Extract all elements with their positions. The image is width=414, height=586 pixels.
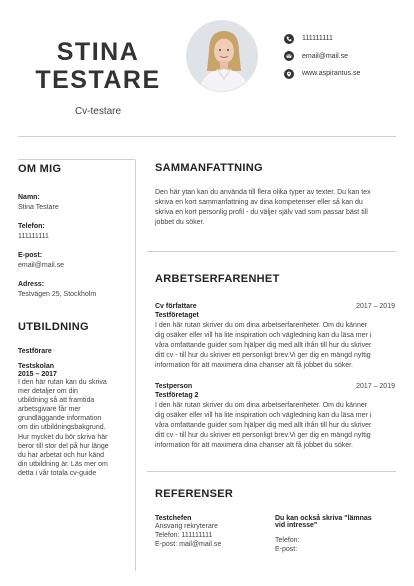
address-label: Adress: [18, 281, 45, 288]
edu-line: utbildning så att framtida [18, 397, 95, 405]
job-line: ditt cv - till hur du skriver ett personligt brev.Vi ger dig en mängd nyttig [155, 352, 371, 359]
ref-note-line: Du kan också skriva "lämnas [275, 515, 372, 522]
experience-divider [147, 471, 396, 472]
job-company: Testföretaget [155, 312, 199, 319]
name-value: Stina Testare [18, 204, 59, 211]
last-name: TESTARE [35, 66, 161, 94]
edu-line: detta i vår totala cv-guide [18, 469, 97, 477]
contact-phone-text: 111111111 [302, 35, 333, 42]
summary-line: skriva en kort personlig profil - du väljer själv vad som passar bäst till [155, 209, 368, 216]
references-grid [155, 515, 395, 554]
references-section [155, 488, 395, 554]
ref-note-phone: Telefon: [275, 537, 300, 544]
left-top-divider [18, 159, 134, 160]
job-company: Testföretag 2 [155, 392, 199, 399]
phone-label: Telefon: [18, 223, 45, 230]
job-line: information för att maximera dina chanser att få jobbet du söker. [155, 362, 354, 369]
experience-section [155, 273, 395, 451]
ref-email: E-post: mail@mail.se [155, 541, 222, 548]
edu-school: Testskolan [18, 363, 55, 370]
edu-line: mer detaljer om din [18, 388, 78, 396]
ref-note-line: vid intresse" [275, 522, 318, 529]
job-subtitle: Cv-testare [74, 106, 122, 117]
education-title: UTBILDNING [18, 321, 89, 333]
job-line: dig osäker eller vill ha lite inspiration och vägledning kan du läsa mer i [155, 332, 372, 339]
contact-website [284, 65, 360, 82]
reference-entry [155, 515, 275, 554]
contact-email [284, 48, 360, 65]
job-title: Cv författare [155, 303, 197, 310]
job-header [155, 383, 395, 390]
edu-line: I den här rutan kan du skriva [18, 379, 107, 386]
job-dates: 2017 – 2019 [356, 303, 395, 310]
email-value[interactable]: email@mail.se [18, 262, 65, 269]
job-line: I den här rutan skriver du om dina arbetserfarenheter. Om du känner [155, 322, 368, 329]
summary-divider [147, 251, 396, 252]
job-line: våra omfattande guider som hjälper dig med allt ifrån till hur du skriver [155, 422, 372, 429]
ref-phone: Telefon: 111111111 [155, 532, 213, 539]
ref-name: Testchefen [155, 515, 192, 522]
reference-note [275, 515, 395, 554]
email-label: E-post: [18, 252, 43, 259]
edu-role: Testförare [18, 348, 52, 355]
edu-line: arbetsgivare får mer [18, 406, 81, 414]
edu-description [18, 378, 130, 478]
summary-text [155, 188, 395, 228]
envelope-icon [284, 51, 294, 61]
phone-icon [284, 34, 294, 44]
first-name: STINA [56, 38, 140, 66]
ref-role: Ansvarig rekryterare [155, 523, 219, 530]
email-field [18, 252, 130, 270]
column-divider [135, 159, 136, 571]
ref-note-email: E-post: [275, 546, 298, 553]
edu-line: beror till stor del på hur länge [18, 442, 109, 450]
phone-value: 111111111 [18, 233, 49, 240]
header-divider [18, 136, 396, 137]
profile-photo [186, 20, 258, 92]
job-dates: 2017 – 2019 [356, 383, 395, 390]
job-line: dig osäker eller vill ha lite inspiration och vägledning kan du läsa mer i [155, 412, 372, 419]
education-entry [18, 348, 130, 478]
job-header [155, 303, 395, 310]
contact-list [284, 30, 360, 83]
job-line: I den här rutan skriver du om dina arbetserfarenheter. Om du känner [155, 402, 368, 409]
about-title: OM MIG [18, 163, 62, 175]
summary-section [155, 162, 395, 228]
job-description [155, 321, 395, 371]
edu-years: 2015 – 2017 [18, 371, 57, 378]
contact-phone [284, 30, 360, 47]
edu-line: din utbildning är. Läs mer om [18, 460, 108, 468]
left-column [18, 163, 130, 478]
name-field [18, 194, 130, 212]
phone-field [18, 223, 130, 241]
job-entry [155, 383, 395, 451]
job-line: våra omfattande guider som hjälper dig med allt ifrån till hur du skriver [155, 342, 372, 349]
summary-title: SAMMANFATTNING [155, 162, 263, 174]
summary-line: skriva en kort sammanfattning av dina kompetenser eller så kan du [155, 199, 363, 206]
edu-line: Hur mycket du bör skriva här [18, 433, 108, 441]
job-entry [155, 303, 395, 371]
job-description [155, 401, 395, 451]
address-field [18, 281, 130, 299]
job-line: ditt cv - till hur du skriver ett personligt brev.Vi ger dig en mängd nyttig [155, 432, 371, 439]
contact-email-text[interactable]: email@mail.se [302, 52, 349, 60]
edu-line: grundläggande information [18, 415, 102, 423]
summary-line: Den här ytan kan du använda till flera olika typer av texter. Du kan tex [155, 189, 371, 196]
name-label: Namn: [18, 194, 40, 201]
edu-line: du har arbetat och hur känd [18, 451, 105, 459]
references-title: REFERENSER [155, 488, 234, 500]
address-value: Testvägen 25, Stockholm [18, 291, 97, 298]
summary-line: jobbet du söker. [155, 219, 205, 226]
contact-website-text[interactable]: www.aspirantus.se [302, 70, 361, 77]
cv-header [0, 0, 414, 136]
location-pin-icon [284, 69, 294, 79]
edu-line: om din utbildningsbakgrund. [18, 424, 106, 432]
experience-title: ARBETSERFARENHET [155, 273, 280, 285]
full-name [18, 38, 178, 94]
job-title: Testperson [155, 383, 193, 390]
job-line: information för att maximera dina chanser att få jobbet du söker. [155, 442, 354, 449]
